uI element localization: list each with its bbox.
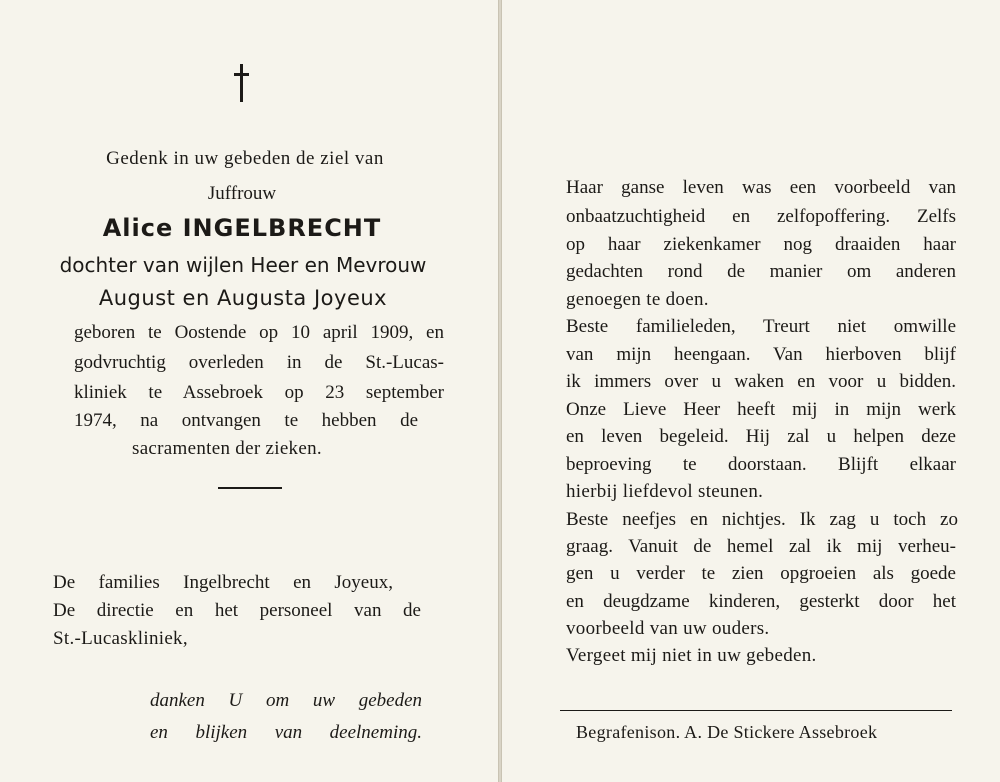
text-line: Onze Lieve Heer heeft mij in mijn werk bbox=[566, 399, 956, 420]
parents-line: dochter van wijlen Heer en Mevrouw bbox=[59, 253, 427, 277]
text-line: Beste neefjes en nichtjes. Ik zag u toch zo bbox=[566, 509, 958, 530]
text-line: graag. Vanuit de hemel zal ik mij verheu- bbox=[566, 536, 956, 557]
text-line: Beste familieleden, Treurt niet omwille bbox=[566, 316, 956, 337]
title-text: Juffrouw bbox=[207, 183, 277, 204]
text-line: Vergeet mij niet in uw gebeden. bbox=[566, 645, 817, 666]
text-line: en leven begeleid. Hij zal u helpen deze bbox=[566, 426, 956, 447]
text-line: ik immers over u waken en voor u bidden. bbox=[566, 371, 956, 392]
text-line: op haar ziekenkamer nog draaiden haar bbox=[566, 234, 956, 255]
divider bbox=[218, 487, 282, 489]
bio-line: geboren te Oostende op 10 april 1909, en bbox=[74, 322, 444, 343]
memorial-card-right bbox=[501, 0, 1000, 782]
text-line: hierbij liefdevol steunen. bbox=[566, 481, 764, 502]
memorial-card-left bbox=[0, 0, 499, 782]
deceased-name: Alice INGELBRECHT bbox=[102, 214, 382, 242]
thanks-line: en blijken van deelneming. bbox=[150, 722, 422, 743]
cross-icon bbox=[232, 64, 252, 102]
text-line: van mijn heengaan. Van hierboven blijf bbox=[566, 344, 956, 365]
funeral-home-text: Begrafenison. A. De Stickere Assebroek bbox=[576, 722, 878, 742]
thanks-line: danken U om uw gebeden bbox=[150, 690, 422, 711]
families-line: De directie en het personeel van de bbox=[53, 600, 421, 621]
text-line: onbaatzuchtigheid en zelfopoffering. Zelfs bbox=[566, 206, 956, 227]
text-line: voorbeeld van uw ouders. bbox=[566, 618, 770, 639]
families-line: De families Ingelbrecht en Joyeux, bbox=[53, 572, 393, 593]
families-line: St.-Lucaskliniek, bbox=[53, 628, 188, 649]
text-line: genoegen te doen. bbox=[566, 289, 709, 310]
text-line: gen u verder te zien opgroeien als goede bbox=[566, 563, 956, 584]
parents-names: August en Augusta Joyeux bbox=[98, 286, 388, 310]
text-line: en deugdzame kinderen, gesterkt door het bbox=[566, 591, 956, 612]
bio-line: 1974, na ontvangen te hebben de bbox=[74, 410, 418, 431]
text-line: gedachten rond de manier om anderen bbox=[566, 261, 956, 282]
text-line: beproeving te doorstaan. Blijft elkaar bbox=[566, 454, 956, 475]
intro-text: Gedenk in uw gebeden de ziel van bbox=[106, 148, 384, 169]
footer-rule bbox=[560, 710, 952, 711]
text-line: Haar ganse leven was een voorbeeld van bbox=[566, 177, 956, 198]
bio-line: sacramenten der zieken. bbox=[132, 438, 322, 459]
bio-line: kliniek te Assebroek op 23 september bbox=[74, 382, 444, 403]
bio-line: godvruchtig overleden in de St.-Lucas- bbox=[74, 352, 444, 373]
